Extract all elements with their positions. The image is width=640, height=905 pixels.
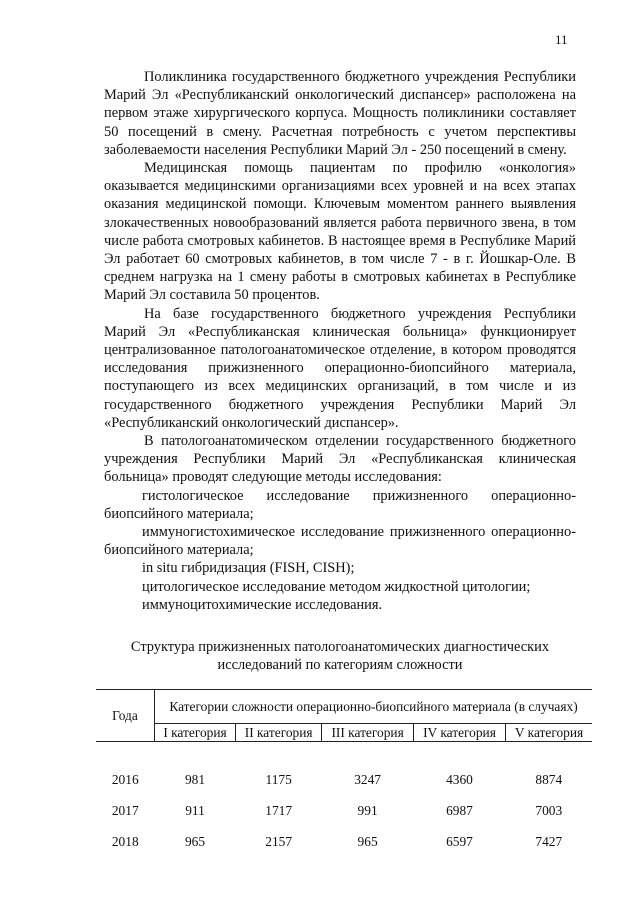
value-cell: 965 (184, 833, 206, 849)
paragraph-methods-intro: В патологоанатомическом отделении государственного бюджетного учреждения Республики Марий Эл «Республиканская клиническая больница» проводят следующие методы исследования: (104, 433, 576, 486)
paragraph-polyclinic: Поликлиника государственного бюджетного учреждения Республики Марий Эл «Республиканский онкологический диспансер» расположена на первом этаже хирургического корпуса. Мощность поликлиники составляет 50 посещений в смену. Расчетная потребность с учетом перспективы заболеваемости населения Республики Марий Эл - 250 посещений в смену. (104, 69, 576, 158)
value-cell: 8874 (535, 771, 563, 787)
category-header: V категория (506, 724, 592, 742)
category-header: III категория (322, 724, 414, 742)
value-cell: 4360 (446, 771, 473, 787)
body-text (104, 68, 576, 614)
value-cell: 965 (357, 833, 378, 849)
year-cell: 2016 (111, 771, 139, 787)
value-cell: 6597 (446, 833, 473, 849)
value-cell: 7427 (535, 833, 563, 849)
year-cell: 2018 (111, 833, 139, 849)
category-header: IV категория (413, 724, 505, 742)
method-item: гистологическое исследование прижизненного операционно-биопсийного материала; (104, 487, 576, 522)
value-cell: 7003 (535, 802, 563, 818)
table-row (96, 795, 592, 826)
category-group-header: Категории сложности операционно-биопсийного материала (в случаях) (155, 690, 593, 724)
value-cell: 6987 (446, 802, 473, 818)
method-item: иммуноцитохимические исследования. (142, 596, 383, 613)
page-number: 11 (555, 32, 568, 47)
year-cell: 2017 (111, 802, 139, 818)
value-cell: 991 (357, 802, 378, 818)
paragraph-pathology-department: На базе государственного бюджетного учреждения Республики Марий Эл «Республиканская клиническая больница» функционирует централизованное патологоанатомическое отделение, в котором проводятся исследования прижизненного операционно-биопсийного материала, поступающего из всех медицинских организаций, в том числе и из государственного бюджетного учреждения Республики Марий Эл «Республиканский онкологический диспансер». (104, 305, 576, 431)
method-item: in situ гибридизация (FISH, CISH); (142, 560, 355, 577)
table-caption: Структура прижизненных патологоанатомических диагностических исследований по категориям сложности (130, 639, 550, 674)
value-cell: 1175 (265, 771, 292, 787)
value-cell: 1717 (265, 802, 293, 818)
value-cell: 911 (185, 802, 205, 818)
complexity-table (96, 689, 592, 857)
value-cell: 981 (184, 771, 206, 787)
table-row (96, 826, 592, 857)
paragraph-oncology-care: Медицинская помощь пациентам по профилю «онкология» оказывается медицинскими организациями всех уровней и на всех этапах оказания медицинской помощи. Ключевым моментом раннего выявления злокачественных новообразований является работа первичного звена, в том числе работа смотровых кабинетов. В настоящее время в Республике Марий Эл работает 60 смотровых кабинетов, в том числе 7 - в г. Йошкар-Оле. В среднем нагрузка на 1 смену работы в смотровых кабинетах в Республике Марий Эл составила 50 процентов. (104, 160, 576, 304)
method-item: цитологическое исследование методом жидкостной цитологии; (142, 578, 531, 595)
category-header: II категория (236, 724, 322, 742)
category-header: I категория (155, 724, 236, 742)
method-item: иммуногистохимическое исследование прижизненного операционно-биопсийного материала; (104, 524, 576, 559)
year-column-header: Года (96, 690, 155, 742)
value-cell: 2157 (265, 833, 293, 849)
table-row (96, 742, 592, 796)
value-cell: 3247 (354, 771, 381, 787)
